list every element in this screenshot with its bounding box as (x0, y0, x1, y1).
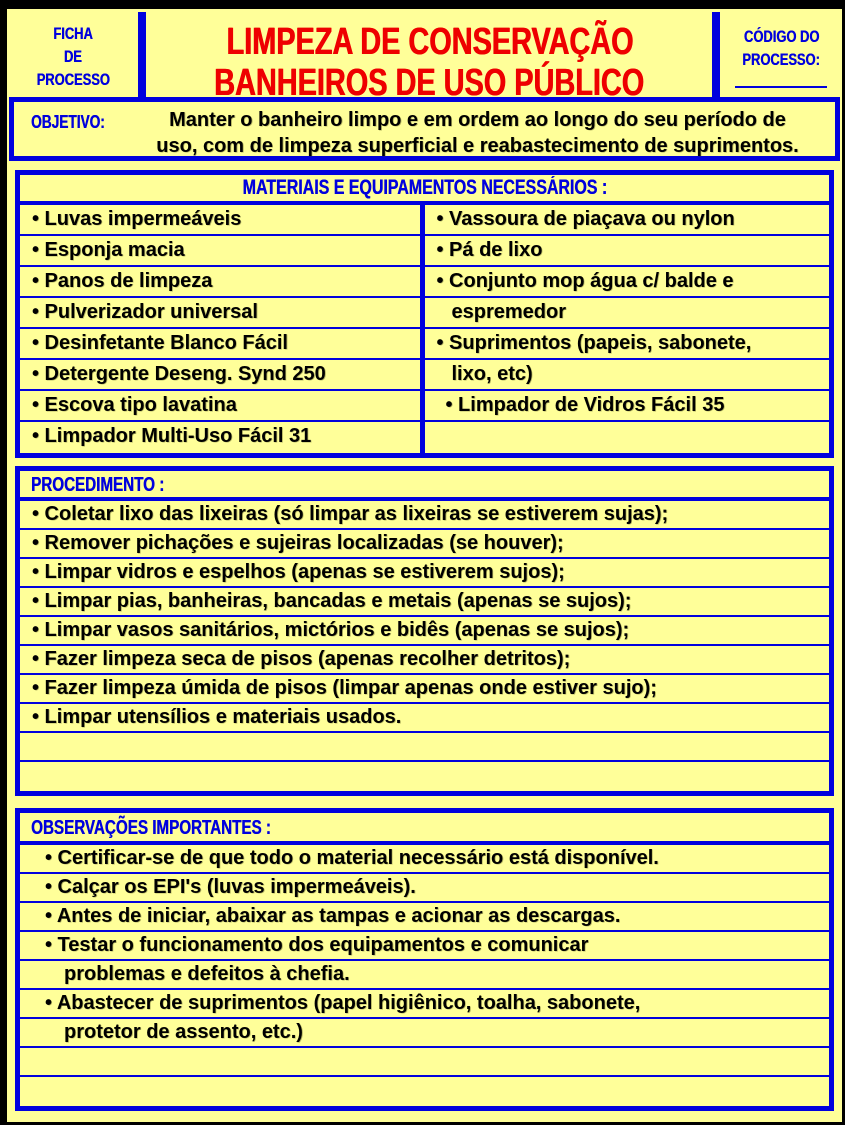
procedure-step: • Limpar vasos sanitários, mictórios e bidês (apenas se sujos); (20, 617, 829, 646)
material-item-continuation: espremedor (425, 298, 830, 329)
materials-left-column (20, 205, 425, 453)
procedure-step: • Fazer limpeza seca de pisos (apenas recolher detritos); (20, 646, 829, 675)
material-item: • Esponja macia (20, 236, 420, 267)
material-item: • Detergente Deseng. Synd 250 (20, 360, 420, 391)
materials-section (15, 170, 834, 458)
material-item: • Conjunto mop água c/ balde e (425, 267, 830, 298)
material-item: • Suprimentos (papeis, sabonete, (425, 329, 830, 360)
material-item: • Desinfetante Blanco Fácil (20, 329, 420, 360)
page-title-line: LIMPEZA DE CONSERVAÇÃO (225, 21, 633, 63)
header-divider-bar-right (712, 12, 720, 97)
procedure-step: • Coletar lixo das lixeiras (só limpar as lixeiras se estiverem sujas); (20, 501, 829, 530)
procedure-step-empty (20, 733, 829, 762)
form-name-block (7, 9, 138, 97)
objective-text-line: uso, com de limpeza superficial e reabastecimento de suprimentos. (156, 135, 799, 157)
observation-item-empty (20, 1077, 829, 1106)
procedure-step-empty (20, 762, 829, 791)
material-item: • Pulverizador universal (20, 298, 420, 329)
material-item: • Panos de limpeza (20, 267, 420, 298)
process-code-block (720, 9, 842, 97)
procedure-section (15, 466, 834, 796)
material-item: • Limpador Multi-Uso Fácil 31 (32, 425, 312, 447)
material-item-continuation: lixo, etc) (425, 360, 830, 391)
code-blank-line (735, 86, 827, 88)
observation-item: • Antes de iniciar, abaixar as tampas e acionar as descargas. (20, 903, 829, 932)
materials-table (20, 205, 829, 453)
material-item: • Limpador de Vidros Fácil 35 (425, 391, 830, 422)
material-item: • Vassoura de piaçava ou nylon (425, 205, 830, 236)
materials-section-title: MATERIAIS E EQUIPAMENTOS NECESSÁRIOS : (20, 175, 829, 205)
procedure-step: • Limpar vidros e espelhos (apenas se estiverem sujos); (20, 559, 829, 588)
form-name-line: PROCESSO (36, 70, 110, 89)
observation-item: • Abastecer de suprimentos (papel higiênico, toalha, sabonete, (20, 990, 829, 1019)
form-name-line: FICHA (52, 24, 93, 43)
material-item: • Pá de lixo (425, 236, 830, 267)
material-item: • Escova tipo lavatina (20, 391, 420, 422)
objective-label: OBJETIVO: (31, 112, 105, 132)
page-title-line: BANHEIROS DE USO PÚBLICO (214, 62, 645, 104)
code-label-line: CÓDIGO DO (743, 27, 819, 46)
observation-item-empty (20, 1048, 829, 1077)
materials-right-column (425, 205, 830, 453)
procedure-section-title: PROCEDIMENTO : (20, 471, 829, 501)
objective-text (128, 107, 827, 156)
material-item: • Luvas impermeáveis (20, 205, 420, 236)
header-divider-bar-left (138, 12, 146, 97)
observation-item: • Certificar-se de que todo o material necessário está disponível. (20, 845, 829, 874)
material-item-empty (425, 422, 830, 453)
code-label-line: PROCESSO: (742, 50, 820, 69)
procedure-step: • Limpar pias, banheiras, bancadas e metais (apenas se sujos); (20, 588, 829, 617)
procedure-step: • Remover pichações e sujeiras localizadas (se houver); (20, 530, 829, 559)
observation-item-continuation: problemas e defeitos à chefia. (20, 961, 829, 990)
objective-text-line: Manter o banheiro limpo e em ordem ao longo do seu período de (169, 109, 786, 131)
procedure-step: • Limpar utensílios e materiais usados. (20, 704, 829, 733)
observation-item: • Testar o funcionamento dos equipamentos e comunicar (20, 932, 829, 961)
observations-section-title: OBSERVAÇÕES IMPORTANTES : (20, 813, 829, 845)
page-title (146, 9, 712, 104)
observation-item-continuation: protetor de assento, etc.) (20, 1019, 829, 1048)
observations-section (15, 808, 834, 1111)
objective-box (9, 97, 840, 161)
observation-item: • Calçar os EPI's (luvas impermeáveis). (20, 874, 829, 903)
procedure-step: • Fazer limpeza úmida de pisos (limpar apenas onde estiver sujo); (20, 675, 829, 704)
header (7, 9, 842, 104)
form-name-line: DE (63, 47, 82, 66)
